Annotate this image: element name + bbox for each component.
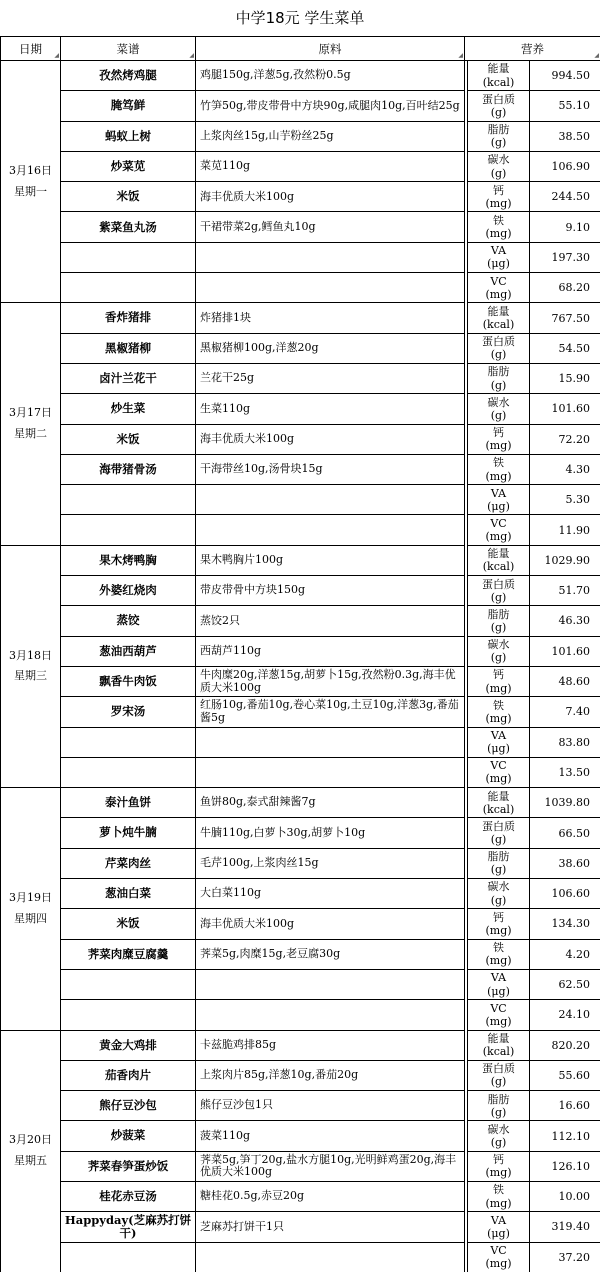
table-row xyxy=(1,91,600,121)
ingredients-cell[interactable]: 上浆肉片85g,洋葱10g,番茄20g xyxy=(196,1060,465,1090)
dish-cell[interactable]: 罗宋汤 xyxy=(61,697,196,727)
dish-cell[interactable] xyxy=(61,485,196,515)
dish-cell[interactable]: 紫菜鱼丸汤 xyxy=(61,212,196,242)
nutrient-value[interactable]: 9.10 xyxy=(530,212,600,242)
dish-cell[interactable]: 炒生菜 xyxy=(61,394,196,424)
nutrient-value[interactable]: 134.30 xyxy=(530,909,600,939)
day-weekday: 星期三 xyxy=(14,669,47,683)
ingredients-cell[interactable] xyxy=(196,242,465,272)
dish-cell[interactable]: 荠菜春笋蛋炒饭 xyxy=(61,1151,196,1181)
nutrient-label[interactable]: VC (mg) xyxy=(468,273,530,303)
nutrient-value[interactable]: 244.50 xyxy=(530,182,600,212)
ingredients-cell[interactable] xyxy=(196,273,465,303)
ingredients-cell[interactable] xyxy=(196,515,465,545)
nutrient-label[interactable]: 脂肪 (g) xyxy=(468,848,530,878)
ingredients-cell[interactable]: 鸡腿150g,洋葱5g,孜然粉0.5g xyxy=(196,61,465,91)
dish-cell[interactable]: 蒸饺 xyxy=(61,606,196,636)
dish-cell[interactable] xyxy=(61,969,196,999)
ingredients-cell[interactable]: 果木鸭胸片100g xyxy=(196,545,465,575)
table-row xyxy=(1,424,600,454)
table-row xyxy=(1,363,600,393)
day-cell[interactable] xyxy=(1,61,61,303)
nutrient-value[interactable]: 16.60 xyxy=(530,1091,600,1121)
nutrient-value[interactable]: 66.50 xyxy=(530,818,600,848)
table-row xyxy=(1,606,600,636)
table-row xyxy=(1,182,600,212)
table-row xyxy=(1,1181,600,1211)
nutrient-value[interactable]: 101.60 xyxy=(530,636,600,666)
nutrient-value[interactable]: 4.20 xyxy=(530,939,600,969)
nutrient-value[interactable]: 106.60 xyxy=(530,879,600,909)
table-row xyxy=(1,1242,600,1272)
table-row xyxy=(1,1030,600,1060)
nutrient-label[interactable]: 碳水 (g) xyxy=(468,1121,530,1151)
ingredients-cell[interactable] xyxy=(196,757,465,787)
header-menu[interactable]: 菜谱 ◢ xyxy=(61,37,196,61)
dish-cell[interactable]: 炒菜苋 xyxy=(61,151,196,181)
nutrient-label[interactable]: 能量 (kcal) xyxy=(468,1030,530,1060)
table-row xyxy=(1,939,600,969)
dish-cell[interactable]: 芹菜肉丝 xyxy=(61,848,196,878)
nutrient-value[interactable]: 319.40 xyxy=(530,1212,600,1242)
header-nutrition[interactable]: 营养 ◢ xyxy=(465,37,600,61)
nutrient-value[interactable]: 101.60 xyxy=(530,394,600,424)
ingredients-cell[interactable]: 牛肉糜20g,洋葱15g,胡萝卜15g,孜然粉0.3g,海丰优质大米100g xyxy=(196,666,465,696)
nutrient-value[interactable]: 767.50 xyxy=(530,303,600,333)
ingredients-cell[interactable]: 芝麻苏打饼干1只 xyxy=(196,1212,465,1242)
nutrient-value[interactable]: 1029.90 xyxy=(530,545,600,575)
nutrient-value[interactable]: 106.90 xyxy=(530,151,600,181)
dish-cell[interactable] xyxy=(61,727,196,757)
ingredients-cell[interactable]: 上浆肉丝15g,山芋粉丝25g xyxy=(196,121,465,151)
nutrient-label[interactable]: VC (mg) xyxy=(468,757,530,787)
nutrient-value[interactable]: 55.10 xyxy=(530,91,600,121)
page-title: 中学18元 学生菜单 xyxy=(235,9,365,27)
nutrient-label[interactable]: 铁 (mg) xyxy=(468,212,530,242)
dish-cell[interactable]: 腌笃鲜 xyxy=(61,91,196,121)
day-weekday: 星期四 xyxy=(14,911,47,925)
nutrient-label[interactable]: 碳水 (g) xyxy=(468,151,530,181)
nutrient-label[interactable]: 碳水 (g) xyxy=(468,636,530,666)
nutrient-label[interactable]: 脂肪 (g) xyxy=(468,606,530,636)
ingredients-cell[interactable]: 干海带丝10g,汤骨块15g xyxy=(196,454,465,484)
table-row xyxy=(1,697,600,727)
nutrient-value[interactable]: 13.50 xyxy=(530,757,600,787)
dish-cell[interactable]: 熊仔豆沙包 xyxy=(61,1091,196,1121)
nutrient-value[interactable]: 7.40 xyxy=(530,697,600,727)
nutrient-value[interactable]: 994.50 xyxy=(530,61,600,91)
table-row xyxy=(1,727,600,757)
nutrient-label[interactable]: VA (μg) xyxy=(468,242,530,272)
table-row xyxy=(1,909,600,939)
header-row xyxy=(1,37,600,61)
ingredients-cell[interactable]: 红肠10g,番茄10g,卷心菜10g,土豆10g,洋葱3g,番茄酱5g xyxy=(196,697,465,727)
nutrient-value[interactable]: 38.60 xyxy=(530,848,600,878)
table-row xyxy=(1,1091,600,1121)
nutrient-value[interactable]: 126.10 xyxy=(530,1151,600,1181)
table-row xyxy=(1,788,600,818)
ingredients-cell[interactable]: 荠菜5g,肉糜15g,老豆腐30g xyxy=(196,939,465,969)
ingredients-cell[interactable]: 海丰优质大米100g xyxy=(196,424,465,454)
nutrient-value[interactable]: 68.20 xyxy=(530,273,600,303)
ingredients-cell[interactable]: 糖桂花0.5g,赤豆20g xyxy=(196,1181,465,1211)
dish-cell[interactable]: 外婆红烧肉 xyxy=(61,576,196,606)
dish-cell[interactable]: 孜然烤鸡腿 xyxy=(61,61,196,91)
nutrient-value[interactable]: 4.30 xyxy=(530,454,600,484)
dish-cell[interactable] xyxy=(61,1000,196,1030)
table-row xyxy=(1,1000,600,1030)
nutrient-value[interactable]: 15.90 xyxy=(530,363,600,393)
dish-cell[interactable]: 香炸猪排 xyxy=(61,303,196,333)
nutrient-label[interactable]: 蛋白质 (g) xyxy=(468,91,530,121)
nutrient-value[interactable]: 72.20 xyxy=(530,424,600,454)
filter-icon[interactable]: ◢ xyxy=(594,52,599,59)
dish-cell[interactable] xyxy=(61,757,196,787)
ingredients-cell[interactable]: 炸猪排1块 xyxy=(196,303,465,333)
ingredients-cell[interactable]: 荠菜5g,笋丁20g,盐水方腿10g,光明鲜鸡蛋20g,海丰优质大米100g xyxy=(196,1151,465,1181)
table-row xyxy=(1,818,600,848)
dish-cell[interactable]: 泰汁鱼饼 xyxy=(61,788,196,818)
table-row xyxy=(1,394,600,424)
ingredients-cell[interactable] xyxy=(196,1242,465,1272)
dish-cell[interactable]: 茄香肉片 xyxy=(61,1060,196,1090)
table-row xyxy=(1,757,600,787)
nutrient-label[interactable]: 铁 (mg) xyxy=(468,697,530,727)
ingredients-cell[interactable]: 黑椒猪柳100g,洋葱20g xyxy=(196,333,465,363)
ingredients-cell[interactable]: 海丰优质大米100g xyxy=(196,909,465,939)
day-date: 3月20日 xyxy=(9,1133,52,1147)
nutrient-label[interactable]: 钙 (mg) xyxy=(468,182,530,212)
nutrient-value[interactable]: 51.70 xyxy=(530,576,600,606)
table-row xyxy=(1,1151,600,1181)
table-row xyxy=(1,515,600,545)
table-row xyxy=(1,273,600,303)
ingredients-cell[interactable]: 西葫芦110g xyxy=(196,636,465,666)
ingredients-cell[interactable]: 蒸饺2只 xyxy=(196,606,465,636)
dish-cell[interactable]: 桂花赤豆汤 xyxy=(61,1181,196,1211)
table-row xyxy=(1,1121,600,1151)
nutrient-value[interactable]: 62.50 xyxy=(530,969,600,999)
day-weekday: 星期一 xyxy=(14,184,47,198)
dish-cell[interactable]: 炒菠菜 xyxy=(61,1121,196,1151)
table-row xyxy=(1,969,600,999)
table-row xyxy=(1,454,600,484)
nutrient-label[interactable]: 脂肪 (g) xyxy=(468,363,530,393)
dish-cell[interactable]: 卤汁兰花干 xyxy=(61,363,196,393)
ingredients-cell[interactable] xyxy=(196,1000,465,1030)
nutrient-label[interactable]: 蛋白质 (g) xyxy=(468,333,530,363)
dish-cell[interactable]: 荠菜肉糜豆腐羹 xyxy=(61,939,196,969)
table-row xyxy=(1,303,600,333)
table-row xyxy=(1,1060,600,1090)
menu-table xyxy=(0,36,600,1272)
dish-cell[interactable]: 葱油白菜 xyxy=(61,879,196,909)
nutrient-value[interactable]: 38.50 xyxy=(530,121,600,151)
nutrient-label[interactable]: VA (μg) xyxy=(468,727,530,757)
dish-cell[interactable]: 果木烤鸭胸 xyxy=(61,545,196,575)
nutrient-label[interactable]: 脂肪 (g) xyxy=(468,121,530,151)
dish-cell[interactable]: 葱油西葫芦 xyxy=(61,636,196,666)
nutrient-label[interactable]: 能量 (kcal) xyxy=(468,61,530,91)
nutrient-label[interactable]: 能量 (kcal) xyxy=(468,303,530,333)
nutrient-label[interactable]: 铁 (mg) xyxy=(468,454,530,484)
dish-cell[interactable]: Happyday(芝麻苏打饼干) xyxy=(61,1212,196,1242)
day-date: 3月18日 xyxy=(9,648,52,662)
nutrient-value[interactable]: 48.60 xyxy=(530,666,600,696)
ingredients-cell[interactable]: 竹笋50g,带皮带骨中方块90g,咸腿肉10g,百叶结25g xyxy=(196,91,465,121)
nutrient-label[interactable]: 钙 (mg) xyxy=(468,909,530,939)
nutrient-label[interactable]: VC (mg) xyxy=(468,515,530,545)
nutrient-label[interactable]: 能量 (kcal) xyxy=(468,788,530,818)
dish-cell[interactable]: 米饭 xyxy=(61,424,196,454)
dish-cell[interactable]: 飘香牛肉饭 xyxy=(61,666,196,696)
menu-body xyxy=(1,61,600,1272)
dish-cell[interactable]: 黑椒猪柳 xyxy=(61,333,196,363)
nutrient-label[interactable]: VA (μg) xyxy=(468,485,530,515)
dish-cell[interactable]: 米饭 xyxy=(61,909,196,939)
dish-cell[interactable] xyxy=(61,242,196,272)
ingredients-cell[interactable]: 大白菜110g xyxy=(196,879,465,909)
day-weekday: 星期五 xyxy=(14,1154,47,1168)
dish-cell[interactable] xyxy=(61,1242,196,1272)
table-row xyxy=(1,212,600,242)
ingredients-cell[interactable]: 带皮带骨中方块150g xyxy=(196,576,465,606)
header-date[interactable]: 日期 ◢ xyxy=(1,37,61,61)
nutrient-value[interactable]: 820.20 xyxy=(530,1030,600,1060)
nutrient-value[interactable]: 5.30 xyxy=(530,485,600,515)
nutrient-label[interactable]: VC (mg) xyxy=(468,1000,530,1030)
table-row xyxy=(1,151,600,181)
day-date: 3月19日 xyxy=(9,890,52,904)
table-row xyxy=(1,666,600,696)
filter-icon[interactable]: ◢ xyxy=(54,52,59,59)
ingredients-cell[interactable]: 干裙带菜2g,鳕鱼丸10g xyxy=(196,212,465,242)
nutrient-value[interactable]: 10.00 xyxy=(530,1181,600,1211)
nutrient-label[interactable]: 脂肪 (g) xyxy=(468,1091,530,1121)
nutrient-value[interactable]: 46.30 xyxy=(530,606,600,636)
dish-cell[interactable] xyxy=(61,515,196,545)
nutrient-label[interactable]: 铁 (mg) xyxy=(468,939,530,969)
table-row xyxy=(1,333,600,363)
nutrient-label[interactable]: VA (μg) xyxy=(468,1212,530,1242)
header-ingredients[interactable]: 原料 ◢ xyxy=(196,37,465,61)
nutrient-value[interactable]: 24.10 xyxy=(530,1000,600,1030)
dish-cell[interactable]: 萝卜炖牛腩 xyxy=(61,818,196,848)
ingredients-cell[interactable]: 海丰优质大米100g xyxy=(196,182,465,212)
ingredients-cell[interactable]: 鱼饼80g,泰式甜辣酱7g xyxy=(196,788,465,818)
ingredients-cell[interactable] xyxy=(196,727,465,757)
ingredients-cell[interactable]: 熊仔豆沙包1只 xyxy=(196,1091,465,1121)
table-row xyxy=(1,545,600,575)
day-date: 3月17日 xyxy=(9,406,52,420)
filter-icon[interactable]: ◢ xyxy=(458,52,463,59)
table-row xyxy=(1,1212,600,1242)
nutrient-label[interactable]: 铁 (mg) xyxy=(468,1181,530,1211)
table-row xyxy=(1,848,600,878)
nutrient-value[interactable]: 55.60 xyxy=(530,1060,600,1090)
ingredients-cell[interactable] xyxy=(196,485,465,515)
dish-cell[interactable]: 米饭 xyxy=(61,182,196,212)
nutrient-label[interactable]: VA (μg) xyxy=(468,969,530,999)
nutrient-label[interactable]: 碳水 (g) xyxy=(468,879,530,909)
ingredients-cell[interactable]: 生菜110g xyxy=(196,394,465,424)
table-row xyxy=(1,61,600,91)
nutrient-label[interactable]: 蛋白质 (g) xyxy=(468,1060,530,1090)
table-row xyxy=(1,242,600,272)
nutrient-label[interactable]: 蛋白质 (g) xyxy=(468,576,530,606)
nutrient-value[interactable]: 1039.80 xyxy=(530,788,600,818)
day-date: 3月16日 xyxy=(9,163,52,177)
nutrient-value[interactable]: 112.10 xyxy=(530,1121,600,1151)
nutrient-label[interactable]: VC (mg) xyxy=(468,1242,530,1272)
nutrient-label[interactable]: 钙 (mg) xyxy=(468,1151,530,1181)
day-weekday: 星期二 xyxy=(14,427,47,441)
table-row xyxy=(1,576,600,606)
nutrient-label[interactable]: 钙 (mg) xyxy=(468,666,530,696)
dish-cell[interactable]: 海带猪骨汤 xyxy=(61,454,196,484)
nutrient-label[interactable]: 蛋白质 (g) xyxy=(468,818,530,848)
dish-cell[interactable] xyxy=(61,273,196,303)
nutrient-value[interactable]: 54.50 xyxy=(530,333,600,363)
day-cell[interactable] xyxy=(1,788,61,1030)
ingredients-cell[interactable]: 卡兹脆鸡排85g xyxy=(196,1030,465,1060)
ingredients-cell[interactable]: 毛芹100g,上浆肉丝15g xyxy=(196,848,465,878)
day-cell[interactable] xyxy=(1,1030,61,1272)
nutrient-label[interactable]: 钙 (mg) xyxy=(468,424,530,454)
dish-cell[interactable]: 黄金大鸡排 xyxy=(61,1030,196,1060)
day-cell[interactable] xyxy=(1,545,61,787)
day-cell[interactable] xyxy=(1,303,61,545)
table-row xyxy=(1,121,600,151)
table-row xyxy=(1,636,600,666)
ingredients-cell[interactable]: 牛腩110g,白萝卜30g,胡萝卜10g xyxy=(196,818,465,848)
ingredients-cell[interactable]: 兰花干25g xyxy=(196,363,465,393)
dish-cell[interactable]: 蚂蚁上树 xyxy=(61,121,196,151)
nutrient-value[interactable]: 197.30 xyxy=(530,242,600,272)
nutrient-label[interactable]: 碳水 (g) xyxy=(468,394,530,424)
ingredients-cell[interactable]: 菜苋110g xyxy=(196,151,465,181)
nutrient-value[interactable]: 83.80 xyxy=(530,727,600,757)
table-row xyxy=(1,485,600,515)
nutrient-value[interactable]: 11.90 xyxy=(530,515,600,545)
nutrient-label[interactable]: 能量 (kcal) xyxy=(468,545,530,575)
ingredients-cell[interactable]: 菠菜110g xyxy=(196,1121,465,1151)
nutrient-value[interactable]: 37.20 xyxy=(530,1242,600,1272)
filter-icon[interactable]: ◢ xyxy=(189,52,194,59)
table-row xyxy=(1,879,600,909)
ingredients-cell[interactable] xyxy=(196,969,465,999)
